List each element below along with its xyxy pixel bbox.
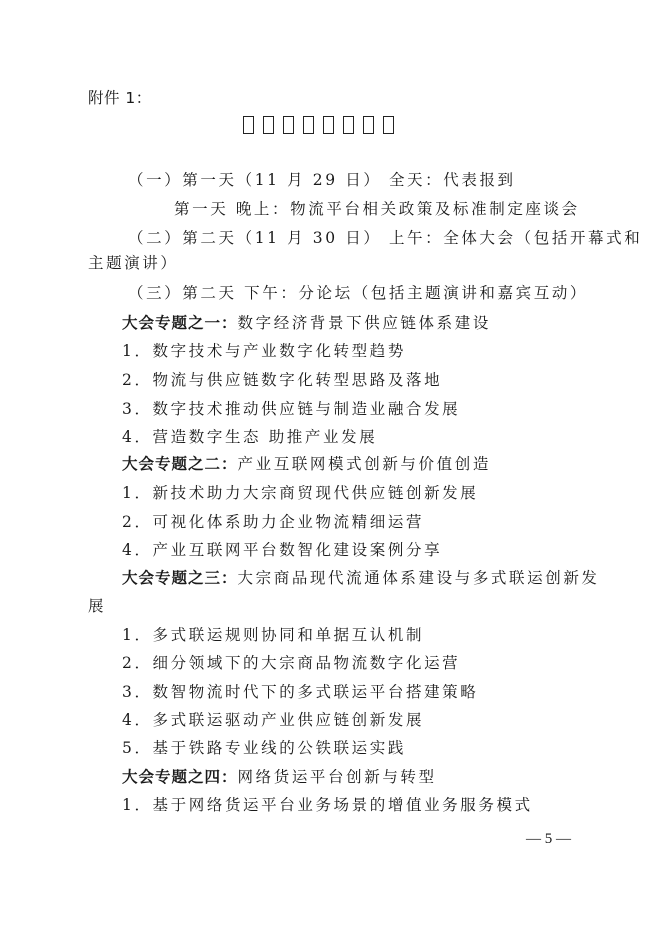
missing-glyph-icon [303,116,314,134]
schedule-item-day2-afternoon: （三）第二天 下午：分论坛（包括主题演讲和嘉宾互动） [128,284,589,302]
schedule-item-day2-cont: 主题演讲） [88,254,179,272]
list-item: 4．产业互联网平台数智化建设案例分享 [122,541,443,559]
missing-glyph-icon [383,116,394,134]
missing-glyph-icon [343,116,354,134]
missing-glyph-icon [263,116,274,134]
schedule-item-day2: （二）第二天（11 月 30 日） 上午：全体大会（包括开幕式和 [128,229,643,247]
list-item: 1．数字技术与产业数字化转型趋势 [122,342,406,360]
topic-label: 大会专题之四： [122,768,238,786]
list-item: 1．基于网络货运平台业务场景的增值业务服务模式 [122,796,533,814]
topic-heading-1 [122,313,491,333]
topic-heading-3 [122,568,600,588]
list-item: 4．多式联运驱动产业供应链创新发展 [122,711,425,729]
topic-title: 数字经济背景下供应链体系建设 [237,314,491,332]
topic-label: 大会专题之一： [122,314,238,332]
attachment-label: 附件 1： [88,89,152,107]
page-number: — 5 — [526,831,571,847]
missing-glyph-icon [363,116,374,134]
topic-label: 大会专题之三： [122,569,238,587]
topic-label: 大会专题之二： [122,455,238,473]
list-item: 2．可视化体系助力企业物流精细运营 [122,513,425,531]
topic-title: 大宗商品现代流通体系建设与多式联运创新发 [237,569,600,587]
list-item: 2．细分领域下的大宗商品物流数字化运营 [122,654,461,672]
missing-glyph-icon [243,116,254,134]
list-item: 1．多式联运规则协同和单据互认机制 [122,626,425,644]
document-title [243,116,394,136]
list-item: 1．新技术助力大宗商贸现代供应链创新发展 [122,484,479,502]
list-item: 3．数智物流时代下的多式联运平台搭建策略 [122,683,479,701]
list-item: 2．物流与供应链数字化转型思路及落地 [122,371,443,389]
list-item: 3．数字技术推动供应链与制造业融合发展 [122,400,461,418]
schedule-item-day1: （一）第一天（11 月 29 日） 全天：代表报到 [128,171,516,189]
schedule-item-day1-evening: 第一天 晚上：物流平台相关政策及标准制定座谈会 [174,200,580,218]
list-item: 5．基于铁路专业线的公铁联运实践 [122,739,406,757]
topic-heading-2 [122,454,491,474]
topic-title: 产业互联网模式创新与价值创造 [237,455,491,473]
topic-heading-4 [122,767,437,787]
topic-title: 网络货运平台创新与转型 [237,768,437,786]
list-item: 4．营造数字生态 助推产业发展 [122,428,378,446]
missing-glyph-icon [283,116,294,134]
missing-glyph-icon [323,116,334,134]
topic-title-continued: 展 [88,597,107,615]
